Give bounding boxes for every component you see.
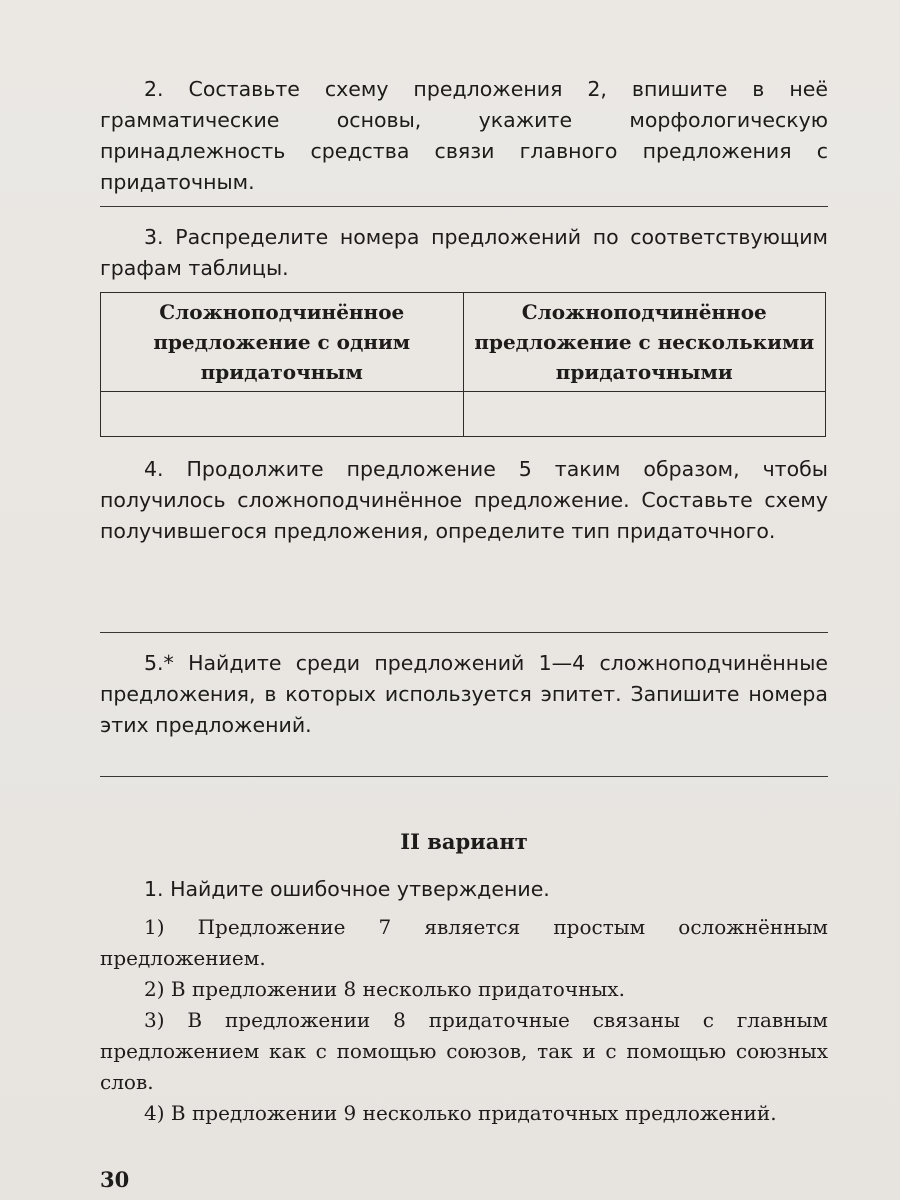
- table-header-one-clause: Сложноподчинённое предложение с одним придаточным: [101, 293, 464, 392]
- answer-line: [100, 206, 828, 207]
- variant-heading: II вариант: [400, 829, 528, 854]
- table-cell-several-clauses[interactable]: [463, 392, 826, 437]
- option-item: 3) В предложении 8 придаточные связаны с главным предложением как с помощью союзов, так и с помощью союзных слов.: [100, 1008, 828, 1094]
- task-2-text: 2. Составьте схему предложения 2, впишите в неё грамматические основы, укажите морфологическую принадлежность средства связи главного предложения с придаточным.: [100, 77, 828, 194]
- variant-2-task-1-title: 1. Найдите ошибочное утверждение.: [144, 877, 550, 901]
- table-header-several-clauses: Сложноподчинённое предложение с несколькими придаточными: [463, 293, 826, 392]
- answer-line: [100, 632, 828, 633]
- task-4: [100, 454, 828, 547]
- task-5: [100, 648, 828, 741]
- task-2: [100, 74, 828, 198]
- task-4-text: 4. Продолжите предложение 5 таким образом, чтобы получилось сложноподчинённое предложение. Составьте схему получившегося предложения, определите тип придаточного.: [100, 457, 828, 543]
- page-number: 30: [100, 1167, 130, 1192]
- option-item: 1) Предложение 7 является простым осложнённым предложением.: [100, 915, 828, 970]
- task-3: [100, 222, 828, 284]
- distribution-table: [100, 292, 826, 437]
- answer-line: [100, 776, 828, 777]
- option-item: 2) В предложении 8 несколько придаточных.: [144, 977, 625, 1001]
- option-item: 4) В предложении 9 несколько придаточных предложений.: [144, 1101, 777, 1125]
- variant-2-task-1: [100, 874, 828, 905]
- task-5-text: 5.* Найдите среди предложений 1—4 сложноподчинённые предложения, в которых используется эпитет. Запишите номера этих предложений.: [100, 651, 828, 737]
- answer-options: [100, 912, 828, 1129]
- table-cell-one-clause[interactable]: [101, 392, 464, 437]
- task-3-text: 3. Распределите номера предложений по соответствующим графам таблицы.: [100, 225, 828, 280]
